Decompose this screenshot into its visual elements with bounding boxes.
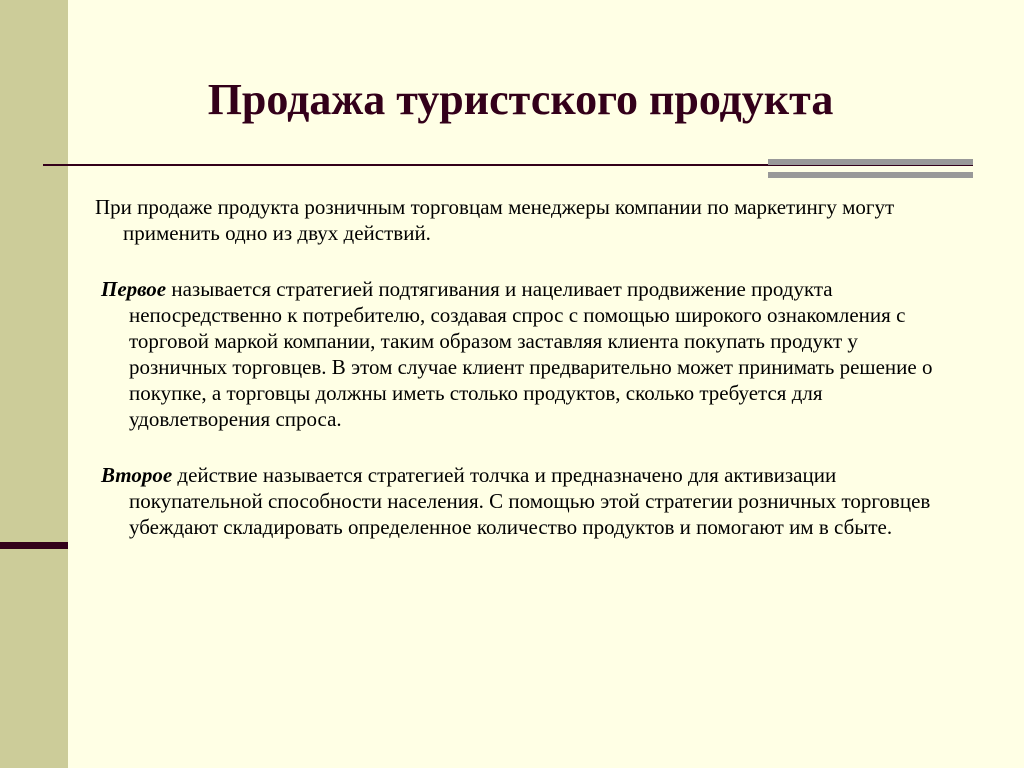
slide-body [95, 194, 945, 540]
first-strategy-lead: Первое [101, 277, 167, 301]
second-strategy-paragraph [101, 462, 945, 540]
accent-gray-bar-top [768, 159, 973, 165]
intro-paragraph: При продаже продукта розничным торговцам менеджеры компании по маркетингу могут применить одно из двух действий. [95, 195, 895, 245]
first-strategy-text: называется стратегией подтягивания и нацеливает продвижение продукта непосредственно к потребителю, создавая спрос с помощью широкого ознакомления с торговой маркой компании, таким образом заставляя клиента покупать продукт у розничных торговцев. В этом случае клиент предварительно может принимать решение о покупке, а торговцы должны иметь столько продуктов, сколько требуется для удовлетворения спроса. [129, 277, 933, 431]
first-strategy-paragraph [101, 276, 945, 432]
slide-title: Продажа туристского продукта [207, 75, 834, 124]
side-accent-bar [0, 542, 68, 549]
second-strategy-text: действие называется стратегией толчка и предназначено для активизации покупательной способности населения. С помощью этой стратегии розничных торговцев убеждают складировать определенное количество продуктов и помогают им в сбыте. [129, 463, 931, 539]
second-strategy-lead: Второе [101, 463, 173, 487]
side-accent-band [0, 0, 68, 768]
accent-gray-bar-bottom [768, 172, 973, 178]
